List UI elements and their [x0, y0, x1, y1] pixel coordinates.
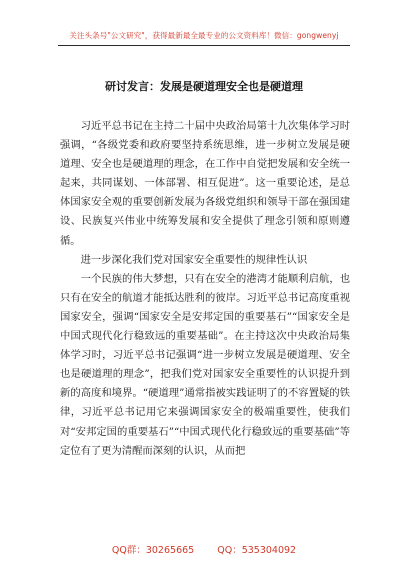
document-title: 研讨发言：发展是硬道理安全也是硬道理: [105, 80, 303, 93]
section-heading: 进一步深化我们党对国家安全重要性的规律性认识: [80, 253, 308, 266]
footer-qq-group: QQ群：30265665: [111, 545, 195, 556]
footer-contact: [0, 542, 408, 556]
paragraph-section-1: 一个民族的伟大梦想，只有在安全的港湾才能顺利启航，也只有在安全的航道才能抵达胜利的彼岸。习近平总书记高度重视国家安全，强调“国家安全是安邦定国的重要基石”“国家安全是中国式现代化行稳致远的重要基础”。在主持这次中央政治局集体学习时，习近平总书记强调“进一步树立发展是硬道理、安全也是硬道理的理念”，把我们党对国家安全重要性的认识提升到新的高度和境界。“硬道理”通常指被实践证明了的不容置疑的铁律，习近平总书记用它来强调国家安全的极端重要性，使我们对“安邦定国的重要基石”“中国式现代化行稳致远的重要基础”等定位有了更为清醒而深刻的认识，从而把: [60, 272, 350, 457]
footer-qq: QQ：535304092: [217, 545, 297, 556]
document-body: [60, 117, 350, 461]
paragraph-intro: 习近平总书记在主持二十届中央政治局第十九次集体学习时强调，“各级党委和政府要坚持系统思维，进一步树立发展是硬道理、安全也是硬道理的理念，在工作中自觉把发展和安全统一起来，共同谋划、一体部署、相互促进”。这一重要论述，是总体国家安全观的重要创新发展为各级党组织和领导干部在强国建设、民族复兴伟业中统筹发展和安全提供了理念引领和原则遵循。: [60, 120, 350, 247]
header-notice: 关注头条号"公文研究"，获得最新最全最专业的公文资料库！微信：gongwenyj: [69, 31, 339, 40]
header-divider: [58, 45, 350, 46]
